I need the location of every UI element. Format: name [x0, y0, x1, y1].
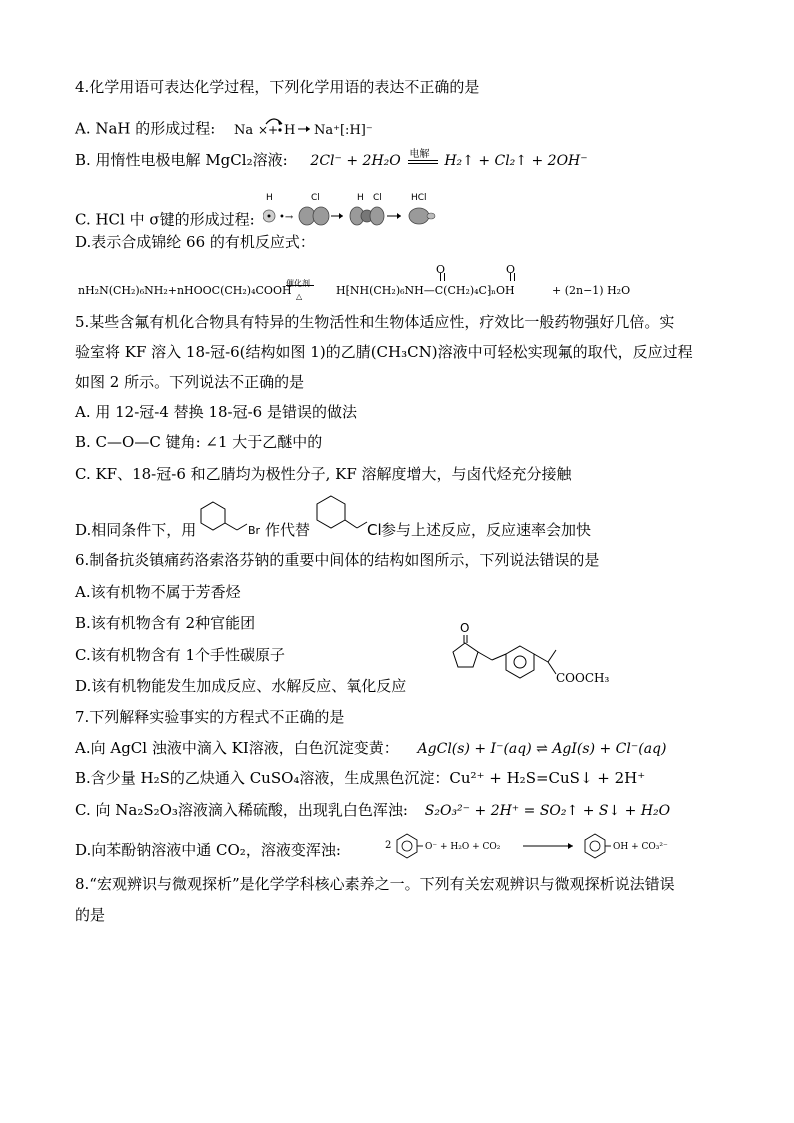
q6-option-c: C.该有机物含有 1个手性碳原子 — [75, 646, 286, 664]
q5-option-c: C. KF、18-冠-6 和乙腈均为极性分子, KF 溶解度增大，与卤代烃充分接触 — [75, 465, 572, 483]
bromine-label: Br — [248, 524, 261, 536]
sigma-bond-svg — [263, 192, 443, 228]
q4-b-formula-left: 2Cl⁻ + 2H₂O — [310, 153, 401, 169]
benzene-ring-icon-3 — [506, 646, 534, 678]
sigma-bond-diagram — [263, 192, 443, 233]
q8-stem-line1: 8.“宏观辨识与微观探析”是化学学科核心素养之一。下列有关宏观辨识与微观探析说法错误 — [75, 875, 675, 893]
ketone-o-label: O — [460, 621, 470, 635]
q5-option-a: A. 用 12-冠-4 替换 18-冠-6 是错误的做法 — [75, 403, 357, 421]
q4-c-label: C. HCl 中 σ键的形成过程: — [75, 210, 255, 229]
nylon-heat: △ — [296, 292, 303, 301]
nah-na-symbol: Na — [234, 123, 254, 138]
cyclopentanone-ring-icon — [453, 643, 478, 667]
q4-a-label: A. NaH 的形成过程: — [75, 119, 216, 138]
q7-a-text: A.向 AgCl 浊液中滴入 KI溶液，白色沉淀变黄： — [75, 739, 399, 757]
svg-text:+: + — [268, 123, 279, 137]
svg-text:•→: •→ — [279, 212, 294, 223]
q7-option-d — [75, 830, 734, 864]
q7-c-text: C. 向 Na₂S₂O₃溶液滴入稀硫酸，出现乳白色浑浊: — [75, 801, 408, 819]
q5-option-d — [75, 500, 734, 542]
q5-stem-line3: 如图 2 所示。下列说法不正确的是 — [75, 373, 305, 391]
benzene-ring-icon-2 — [317, 496, 345, 528]
sigma-cl-label: Cl — [311, 193, 321, 203]
q5-d-mid: 作代替 — [265, 521, 311, 539]
sigma-h2-label: H — [357, 193, 365, 203]
nylon-catalyst: 催化剂 — [286, 279, 310, 288]
sigma-cl2-label: Cl — [373, 193, 383, 203]
sigma-hcl-label: HCl — [411, 193, 428, 203]
electrolysis-label: 电解 — [409, 149, 430, 160]
benzene-ring-icon — [201, 502, 225, 530]
benzyl-chloride-svg — [315, 492, 385, 536]
q6-option-a: A.该有机物不属于芳香烃 — [75, 583, 241, 601]
svg-text:×: × — [258, 123, 269, 137]
q7-d-text: D.向苯酚钠溶液中通 CO₂，溶液变浑浊: — [75, 841, 341, 859]
sigma-h-label: H — [266, 193, 274, 203]
nylon-reactants: nH₂N(CH₂)₆NH₂+nHOOC(CH₂)₄COOH — [78, 284, 292, 297]
hcl-sigma-bond-icon — [409, 208, 429, 224]
q4-option-a — [75, 114, 734, 145]
chlorine-label: Cl — [367, 521, 382, 536]
q4-option-d-equation — [78, 262, 734, 302]
phenoxide-reactants: O⁻ + H₂O + CO₂ — [425, 842, 501, 852]
cl-p-orbital-icon — [313, 207, 329, 225]
q4-stem: 4.化学用语可表达化学过程，下列化学用语的表达不正确的是 — [75, 78, 480, 96]
nylon-water: + (2n−1) H₂O — [552, 284, 631, 297]
nah-result: Na⁺[:H]⁻ — [314, 123, 373, 138]
nah-formation-diagram — [232, 114, 372, 145]
loxoprofen-svg — [450, 618, 630, 694]
q5-stem-line2: 验室将 KF 溶入 18-冠-6(结构如图 1)的乙腈(CH₃CN)溶液中可轻松实现氟的取代，反应过程 — [75, 343, 693, 361]
nylon-product: H⁅NH(CH₂)₆NH—C(CH₂)₄C⁆ₙOH — [336, 284, 515, 297]
q5-d-suffix: 参与上述反应，反应速率会加快 — [381, 521, 592, 539]
loxoprofen-intermediate-structure — [450, 618, 630, 698]
benzene-ring-icon-5 — [585, 834, 605, 858]
carbonyl-o-1: O — [436, 263, 446, 276]
phenoxide-coef: 2 — [385, 840, 392, 851]
q7-option-b: B.含少量 H₂S的乙炔通入 CuSO₄溶液，生成黑色沉淀：Cu²⁺ + H₂S=CuS↓ + 2H⁺ — [75, 769, 646, 787]
ester-group-label: COOCH₃ — [556, 671, 610, 685]
phenoxide-co2-equation — [383, 830, 713, 867]
q4-option-b — [75, 150, 734, 171]
phenoxide-svg — [383, 830, 713, 862]
phenol-products: OH + CO₃²⁻ — [613, 842, 668, 852]
q8-stem-line2: 的是 — [75, 906, 106, 924]
nah-h-symbol: H — [284, 123, 296, 138]
benzyl-bromide-svg — [199, 500, 265, 536]
carbonyl-o-2: O — [506, 263, 516, 276]
q6-stem: 6.制备抗炎镇痛药洛索洛芬钠的重要中间体的结构如图所示，下列说法错误的是 — [75, 551, 600, 569]
nah-formation-svg — [232, 114, 372, 140]
electrolysis-condition — [406, 151, 440, 171]
q5-d-prefix: D.相同条件下，用 — [75, 521, 197, 539]
q5-stem-line1: 5.某些含氟有机化合物具有特异的生物活性和生物体适应性，疗效比一般药物强好几倍。实 — [75, 313, 675, 331]
q6-option-b: B.该有机物含有 2种官能团 — [75, 614, 256, 632]
q7-stem: 7.下列解释实验事实的方程式不正确的是 — [75, 708, 345, 726]
q7-option-c — [75, 800, 734, 821]
benzyl-chloride-structure — [315, 492, 385, 541]
benzene-ring-icon-4 — [397, 834, 417, 858]
q4-b-label: B. 用惰性电极电解 MgCl₂溶液: — [75, 151, 288, 169]
q7-option-a — [75, 738, 734, 759]
q5-option-b: B. C—O—C 键角: ∠1 大于乙醚中的 — [75, 433, 323, 451]
q4-b-formula-right: H₂↑ + Cl₂↑ + 2OH⁻ — [444, 153, 588, 169]
benzyl-bromide-structure — [199, 500, 265, 541]
q4-d-label: D.表示合成锦纶 66 的有机反应式： — [75, 233, 315, 251]
q6-option-d: D.该有机物能发生加成反应、水解反应、氧化反应 — [75, 677, 407, 695]
q7-c-formula: S₂O₃²⁻ + 2H⁺ = SO₂↑ + S↓ + H₂O — [424, 803, 671, 819]
q7-a-formula: AgCl(s) + I⁻(aq) ⇌ AgI(s) + Cl⁻(aq) — [417, 741, 667, 757]
